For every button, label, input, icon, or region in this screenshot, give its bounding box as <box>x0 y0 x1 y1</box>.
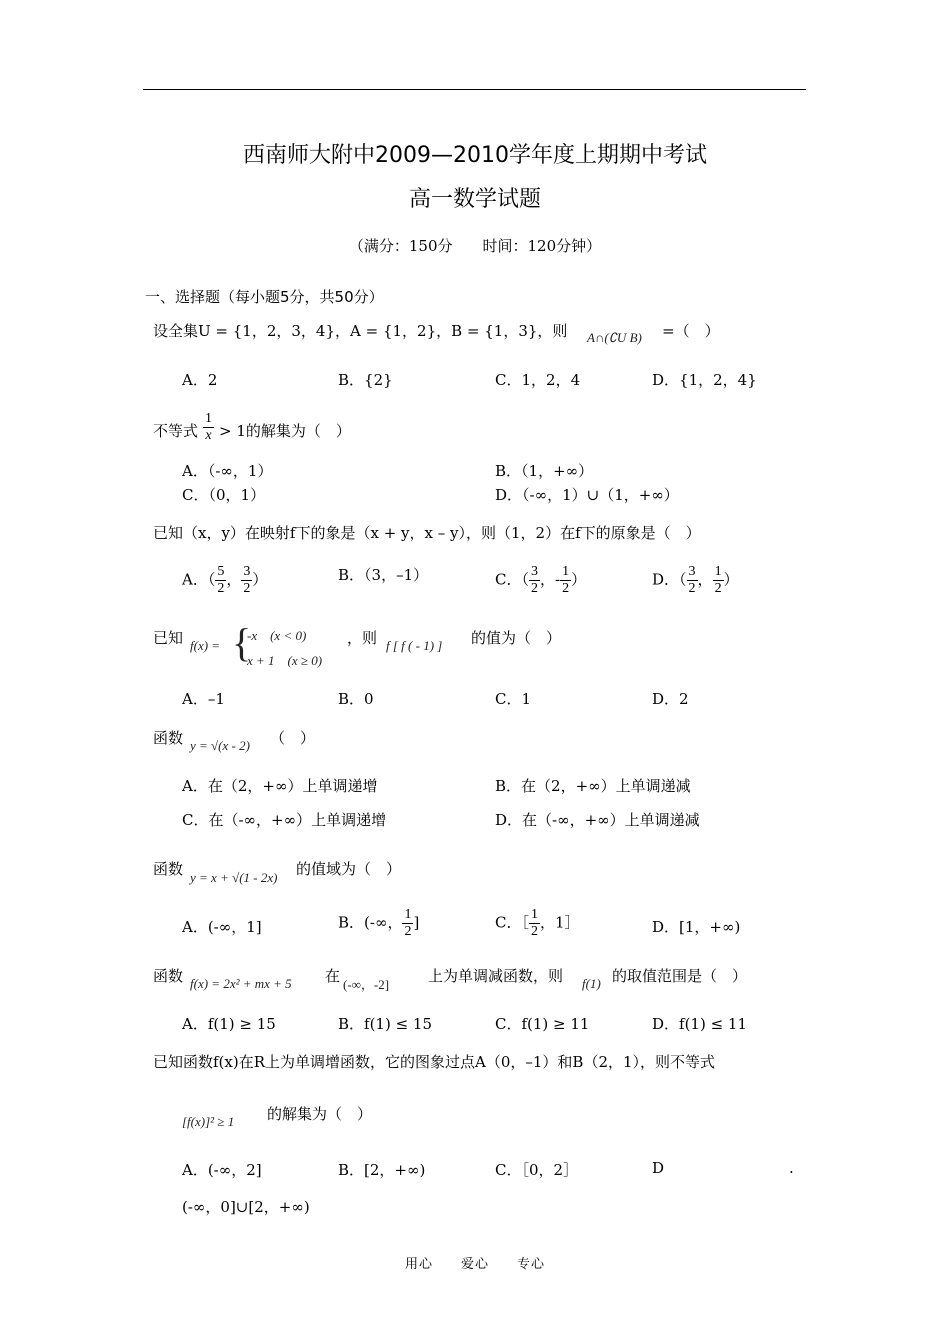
q6-c-frac-den: 2 <box>530 924 538 939</box>
q8-option-a: A．(-∞，2] <box>182 1161 262 1179</box>
q4-fx: f(x) = <box>190 638 221 653</box>
q3-option-a-label: A． <box>182 570 208 589</box>
q4-stem-a: 已知 <box>153 629 184 647</box>
q8-option-c: C．［0，2］ <box>495 1161 579 1179</box>
q2-option-b: B．（1，+∞） <box>495 462 594 480</box>
q2-option-a: A．（-∞，1） <box>182 462 273 480</box>
q8-stem: 已知函数f(x)在R上为单调增函数，它的图象过点A（0，–1）和B（2，1），则不等式 <box>153 1053 716 1071</box>
q5-stem-b: （ ） <box>270 729 316 747</box>
q8-option-d: D <box>652 1159 665 1177</box>
q6-option-c-post: ，1］ <box>539 913 580 932</box>
q2-option-d: D．（-∞，1）∪（1，+∞） <box>495 486 679 504</box>
q5-stem-a: 函数 <box>153 729 184 747</box>
q3-c-frac2-den: 2 <box>562 581 570 596</box>
page-footer: 用心 爱心 专心 <box>404 1257 545 1272</box>
q8-stem-b: 的解集为（ ） <box>267 1105 373 1123</box>
q6-option-b <box>338 907 419 940</box>
q6-b-frac-den: 2 <box>404 924 412 939</box>
q4-expr: f [ f ( - 1) ] <box>386 638 443 653</box>
header-rule <box>143 89 806 90</box>
q3-option-c: C．（ $\frac{3}{2}$ ，- $\frac{1}{2}$ ） <box>495 564 587 596</box>
q1-option-a: A．2 <box>182 371 218 389</box>
q3-c-frac1-num: 3 <box>531 564 538 579</box>
q4-option-d: D．2 <box>652 690 689 708</box>
q5-option-c: C．在（-∞，+∞）上单调递增 <box>182 811 387 829</box>
q2-stem-b: > 1的解集为（ ） <box>219 422 351 440</box>
q8-option-b: B．[2，+∞) <box>338 1161 426 1179</box>
q2-option-c: C．（0，1） <box>182 486 266 504</box>
q2-frac-den: x <box>205 428 212 443</box>
q4-brace: { <box>232 620 252 665</box>
q4-option-c: C．1 <box>495 690 532 708</box>
q3-a-frac2-den: 2 <box>243 581 251 596</box>
q3-d-frac1-den: 2 <box>688 581 696 596</box>
q1-expr: A∩(∁U B) <box>587 330 642 345</box>
q6-option-d: D．[1，+∞) <box>652 918 741 936</box>
q3-c-frac1-den: 2 <box>531 581 538 596</box>
q6-expr: y = x + √(1 - 2x) <box>190 870 278 885</box>
q7-expr: f(x) = 2x² + mx + 5 <box>190 976 292 991</box>
q8-option-d-value: (-∞，0]∪[2，+∞) <box>182 1198 310 1216</box>
q1-option-b: B．{2} <box>338 371 393 389</box>
q3-d-frac2-den: 2 <box>714 581 722 596</box>
q7-stem-d: 的取值范围是（ ） <box>612 967 748 985</box>
q4-stem-c: 的值为（ ） <box>471 629 562 647</box>
exam-title: 西南师大附中2009—2010学年度上期期中考试 <box>243 143 707 168</box>
q7-stem-c: 上为单调减函数，则 <box>428 967 564 985</box>
q3-option-b-text: （3，–1） <box>364 566 429 584</box>
q1-stem: 设全集U = {1，2，3，4}，A = {1，2}，B = {1，3}，则 <box>153 322 568 340</box>
q4-case2: x + 1 (x ≥ 0) <box>247 653 323 668</box>
exam-subtitle: 高一数学试题 <box>408 187 541 212</box>
q3-option-a: A．（ $\frac{5}{2}$ ， $\frac{3}{2}$ ） <box>182 564 268 596</box>
q3-a-frac2-num: 3 <box>243 564 251 579</box>
q3-option-c-label: C． <box>495 570 522 589</box>
q5-option-b: B．在（2，+∞）上单调递减 <box>495 777 691 795</box>
q1-tail: =（ ） <box>662 322 720 340</box>
q7-stem-b: 在 <box>325 967 341 985</box>
q2-fraction <box>203 411 214 444</box>
q4-case1: -x (x < 0) <box>247 628 307 643</box>
q3-d-frac1-num: 3 <box>688 564 696 579</box>
q1-option-c: C．1，2，4 <box>495 371 581 389</box>
q4-option-a: A．–1 <box>182 690 225 708</box>
section-heading: 一、选择题（每小题5分，共50分） <box>145 288 384 306</box>
q7-option-c: C．f(1) ≥ 11 <box>495 1015 590 1033</box>
q7-option-d: D．f(1) ≤ 11 <box>652 1015 748 1033</box>
q6-stem-a: 函数 <box>153 860 184 878</box>
q3-d-frac2-num: 1 <box>714 564 722 579</box>
q2-frac-num: 1 <box>205 411 212 426</box>
exam-meta: （满分：150分 时间：120分钟） <box>348 237 602 255</box>
q8-expr: [f(x)]² ≥ 1 <box>182 1114 235 1129</box>
q3-c-sign: - <box>555 570 561 589</box>
q6-c-frac-num: 1 <box>530 907 538 922</box>
q6-stem-b: 的值域为（ ） <box>296 860 402 878</box>
q7-stem-a: 函数 <box>153 967 184 985</box>
q7-interval: (-∞，-2] <box>343 977 390 992</box>
q3-option-b-label: B． <box>338 566 365 584</box>
q2-stem-a: 不等式 <box>153 422 199 440</box>
q5-expr: y = √(x - 2) <box>190 738 250 753</box>
q7-option-a: A．f(1) ≥ 15 <box>182 1015 276 1033</box>
q5-option-a: A．在（2，+∞）上单调递增 <box>182 777 378 795</box>
q6-option-c <box>495 907 580 940</box>
q6-option-a: A．(-∞，1] <box>182 918 262 936</box>
q3-option-b <box>338 564 428 585</box>
q6-option-b-post: ] <box>413 913 420 932</box>
q3-a-frac1-den: 2 <box>217 581 225 596</box>
q3-a-frac1-num: 5 <box>217 564 225 579</box>
q6-option-c-pre: C．［ <box>495 913 529 932</box>
q6-option-b-pre: B．(-∞， <box>338 913 403 932</box>
q3-stem: 已知（x，y）在映射f下的象是（x + y，x – y），则（1，2）在f下的原象是（ ） <box>153 524 701 542</box>
q8-option-d-dot: . <box>789 1159 794 1177</box>
q3-c-frac2-num: 1 <box>562 564 570 579</box>
q7-f1: f(1) <box>582 976 601 991</box>
q3-option-d-label: D． <box>652 570 680 589</box>
q4-option-b: B．0 <box>338 690 374 708</box>
q4-stem-b: ，则 <box>347 629 378 647</box>
q1-option-d: D．{1，2，4} <box>652 371 757 389</box>
q6-b-frac-num: 1 <box>404 907 412 922</box>
q3-option-d: D．（ $\frac{3}{2}$ ， $\frac{1}{2}$ ） <box>652 564 739 596</box>
q7-option-b: B．f(1) ≤ 15 <box>338 1015 433 1033</box>
q5-option-d: D．在（-∞，+∞）上单调递减 <box>495 811 700 829</box>
